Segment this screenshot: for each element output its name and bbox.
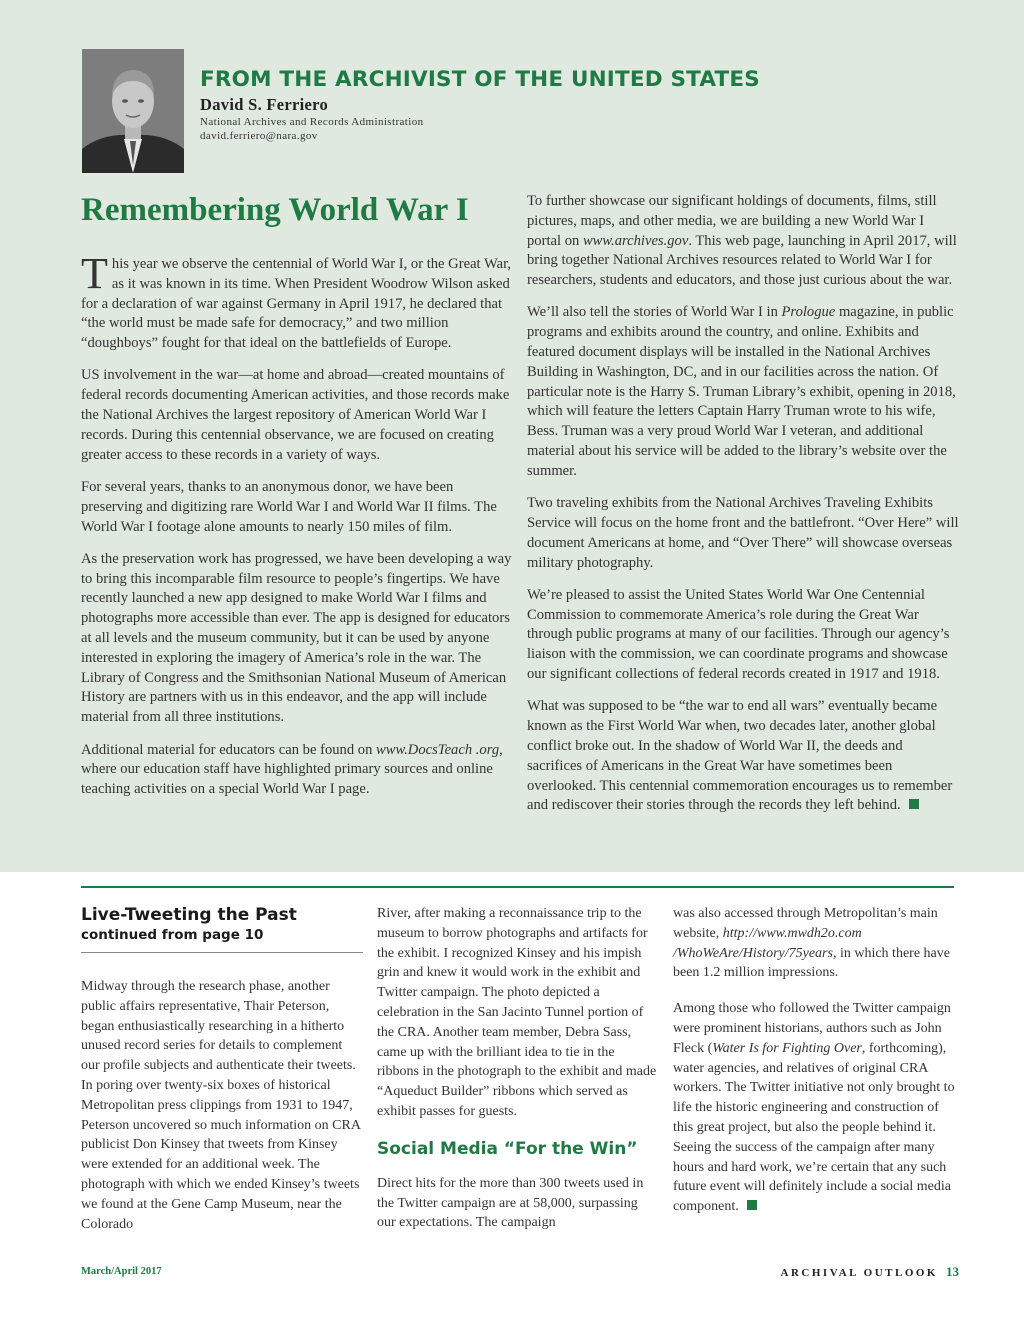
continued-paragraph: Among those who followed the Twitter campaign were prominent historians, authors such as John Fleck (Water Is for Fighting Over, forthcoming), water agencies, and relatives of original CRA workers. The Twitter initiative not only brought to life the historic engineering and construction of this great project, but also the people behind it. Seeing the success of the campaign after many hours and hard work, we’re certain that any such future event will definitely include a social media component. xyxy=(673,1001,955,1215)
article-paragraph: Additional material for educators can be found on www.DocsTeach .org, where our education staff have highlighted primary sources and online teaching activities on a special World War I page. xyxy=(81,741,503,798)
continued-paragraph: Direct hits for the more than 300 tweets used in the Twitter campaign are at 58,000, surpassing our expectations. The campaign xyxy=(377,1175,644,1231)
article-paragraph: What was supposed to be “the war to end all wars” eventually became known as the First World War when, two decades later, another global conflict broke out. In the shadow of World War II, the deeds and sacrifices of Americans in the Great War have sometimes been overlooked. This centennial commemoration encourages us to remember and rediscover their stories through the records they left behind. xyxy=(527,698,953,814)
continued-paragraph: River, after making a reconnaissance trip to the museum to borrow photographs and artifacts for the exhibit. I recognized Kinsey and his impish grin and knew it would work in the exhibit and Twitter campaign. The photo depicted a celebration in the San Jacinto Tunnel portion of the CRA. Another team member, Debra Sass, came up with the brilliant idea to tie in the ribbons in the photograph to the exhibit and made “Aqueduct Builder” ribbons which served as exhibit passes for guests. xyxy=(377,906,657,1119)
article-paragraph: We’ll also tell the stories of World War I in Prologue magazine, in public programs and exhibits around the country, and online. Exhibits and featured document displays will be installed in the National Archives Building in Washington, DC, and in our facilities across the nation. Of particular note is the Harry S. Truman Library’s exhibit, opening in 2018, which will feature the letters Captain Harry Truman wrote to his wife, Bess. Truman was a very proud World War I veteran, and additional material about his service will be added to the library’s website over the summer. xyxy=(527,304,956,479)
continued-title: Live-Tweeting the Past xyxy=(81,905,297,925)
continued-paragraph: Midway through the research phase, another public affairs representative, Thair Peterson, began enthusiastically researching in a hitherto unused record series for details to complement our profile subjects and authenticate their tweets. In poring over twenty-six boxes of historical Metropolitan press clippings from 1931 to 1947, Peterson uncovered so much information on CRA publicist Don Kinsey that tweets from Kinsey were extended for an additional week. The photograph with which we ended Kinsey’s tweets we found at the Gene Camp Museum, near the Colorado xyxy=(81,979,361,1232)
article-paragraph: We’re pleased to assist the United States World War One Centennial Commission to commemorate America’s role during the Great War through public programs at many of our facilities. Through our agency’s liaison with the commission, we can coordinate programs and showcase our significant collections of federal records created in 1917 and 1918. xyxy=(527,586,950,683)
continued-column-1 xyxy=(81,904,363,1250)
article-title: Remembering World War I xyxy=(81,192,469,228)
mwd-link[interactable]: http://www.mwdh2o.com /WhoWeAre/History/75years xyxy=(673,925,862,961)
prologue-title: Prologue xyxy=(781,304,836,321)
continued-subtitle: continued from page 10 xyxy=(81,926,363,953)
section-divider xyxy=(81,886,954,888)
article-paragraph: For several years, thanks to an anonymous donor, we have been preserving and digitizing rare World War I and World War II films. The World War I footage alone amounts to nearly 150 miles of film. xyxy=(81,478,497,535)
docsteach-link[interactable]: www.DocsTeach .org xyxy=(376,741,500,758)
archives-link[interactable]: www.archives.gov xyxy=(582,232,689,249)
social-media-heading: Social Media “For the Win” xyxy=(377,1138,638,1159)
article-paragraph: To further showcase our significant holdings of documents, films, still pictures, maps, and other media, we are building a new World War I portal on www.archives.gov. This web page, launching in April 2017, will bring together National Archives resources related to World War I for researchers, students and educators, and those just curious about the war. xyxy=(527,193,957,289)
page-number: 13 xyxy=(946,1264,959,1279)
author-organization: National Archives and Records Administration xyxy=(200,116,424,128)
article-paragraph: This year we observe the centennial of World War I, or the Great War, as it was known in its time. When President Woodrow Wilson asked for a declaration of war against Germany in April 1917, he declared that “the world must be made safe for democracy,” and two million “doughboys” fought for that ideal on the battlefields of Europe. xyxy=(81,249,511,352)
publication-footer xyxy=(781,1264,959,1280)
book-title: Water Is for Fighting Over xyxy=(712,1040,862,1056)
continued-paragraph: was also accessed through Metropolitan’s main website, http://www.mwdh2o.com /WhoWeAre/History/75years, in which there have been 1.2 million impressions. xyxy=(673,906,950,981)
author-email[interactable]: david.ferriero@nara.gov xyxy=(200,130,318,142)
article-right-column xyxy=(527,192,959,829)
author-name: David S. Ferriero xyxy=(200,95,329,114)
publication-name: ARCHIVAL OUTLOOK xyxy=(780,1267,938,1279)
article-left-column xyxy=(81,249,513,812)
continued-column-2 xyxy=(377,904,659,1249)
column-kicker: FROM THE ARCHIVIST OF THE UNITED STATES xyxy=(200,67,760,92)
continued-column-3 xyxy=(673,904,955,1233)
end-mark-icon xyxy=(909,799,919,809)
article-paragraph: Two traveling exhibits from the National Archives Traveling Exhibits Service will focus on the home front and the battlefront. “Over Here” will document Americans at home, and “Over There” will showcase overseas military photography. xyxy=(527,495,959,571)
article-paragraph: US involvement in the war—at home and abroad—created mountains of federal records documenting American activities, and those records make the National Archives the largest repository of American World War I records. During this centennial observance, we are focused on creating greater access to these records in a variety of ways. xyxy=(81,367,510,463)
column-header xyxy=(200,66,760,143)
drop-cap: T xyxy=(81,249,108,298)
issue-date: March/April 2017 xyxy=(81,1266,162,1277)
author-portrait xyxy=(82,49,184,173)
end-mark-icon xyxy=(747,1200,757,1210)
article-paragraph: As the preservation work has progressed, we have been developing a way to bring this incomparable film resource to people’s fingertips. We have recently launched a new app designed to make World War I films and photographs more accessible than ever. The app is designed for educators at all levels and the museum community, but it can be used by anyone interested in exploring the imagery of America’s role in the war. The Library of Congress and the Smithsonian National Museum of American History are partners with us in this endeavor, and the app will include material from all three institutions. xyxy=(81,550,512,726)
